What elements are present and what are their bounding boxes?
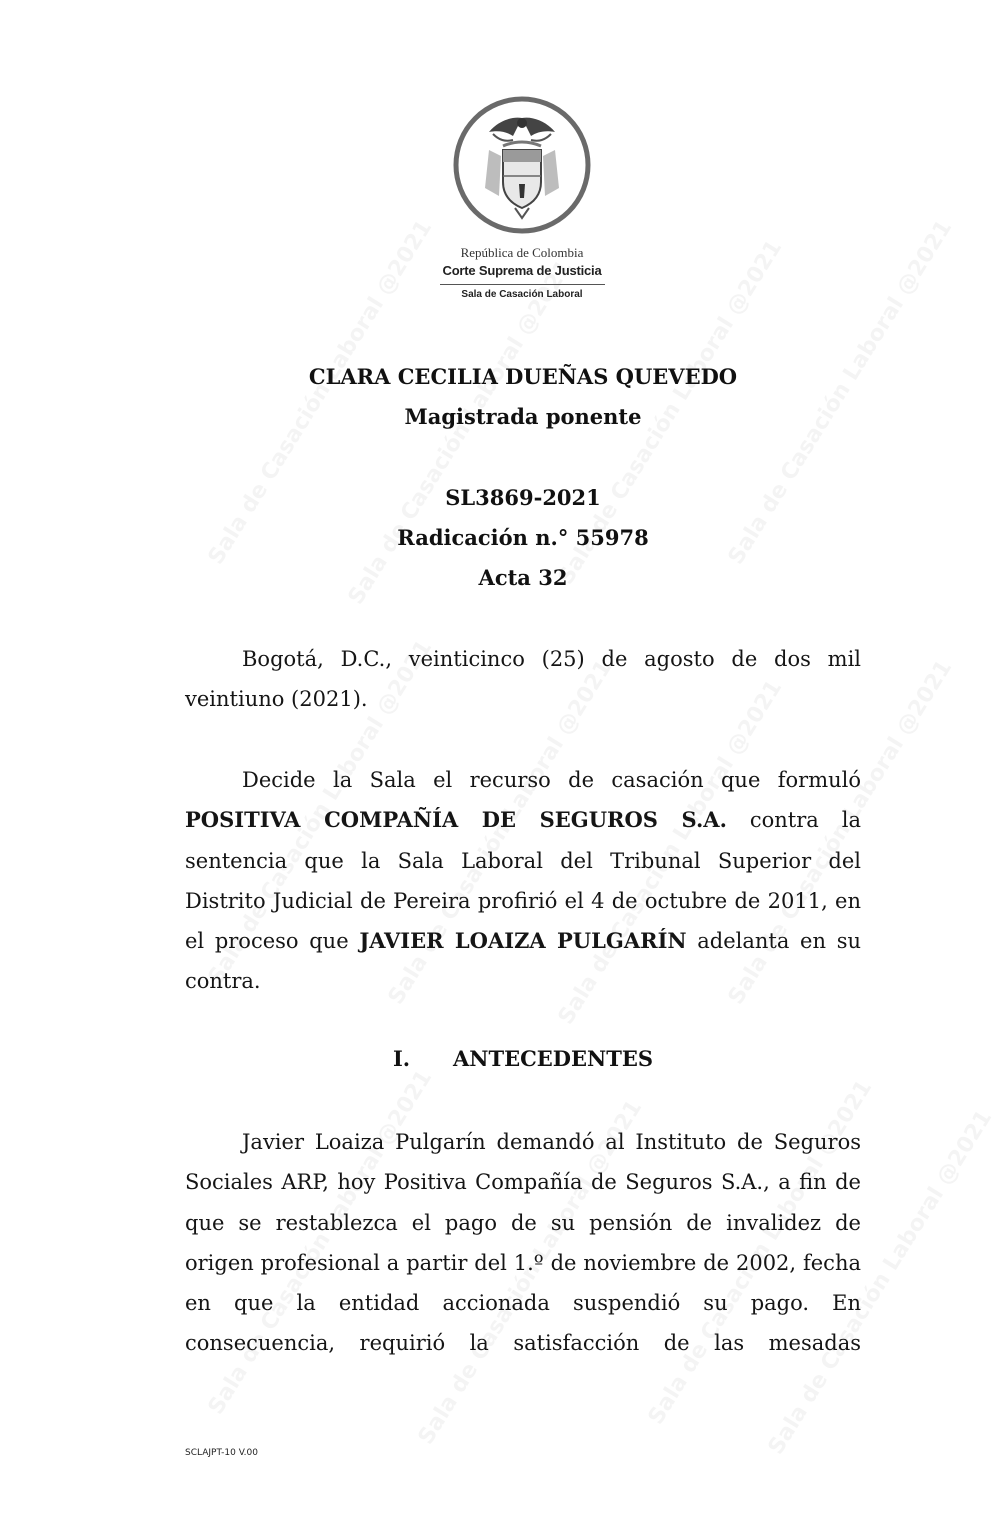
acta-number: Acta 32 <box>478 565 568 590</box>
seal-divider <box>440 284 605 285</box>
seal-country: República de Colombia <box>460 245 584 260</box>
watermark-text <box>724 216 958 569</box>
watermark-text <box>204 216 438 569</box>
decision-text-part3: adelanta en su contra. <box>185 929 861 994</box>
decision-paragraph <box>185 760 861 1002</box>
seal-court: Corte Suprema de Justicia <box>442 263 602 278</box>
background-paragraph: Javier Loaiza Pulgarín demandó al Instituto de Seguros Sociales ARP, hoy Positiva Compañía de Seguros S.A., a fin de que se restablezca el pago de su pensión de invalidez de origen profesional a partir del 1.º de noviembre de 2002, fecha en que la entidad accionada suspendió su pago. En consecuencia, requirió la satisfacción de las mesadas <box>185 1130 861 1356</box>
appellant-name: POSITIVA COMPAÑÍA DE SEGUROS S.A. <box>185 807 727 833</box>
footer-code: SCLAJPT-10 V.00 <box>185 1448 258 1458</box>
section-title: ANTECEDENTES <box>452 1046 654 1071</box>
section-heading <box>185 1046 861 1071</box>
watermark-text <box>344 256 578 609</box>
seal-chamber: Sala de Casación Laboral <box>461 289 583 300</box>
magistrate-name: CLARA CECILIA DUEÑAS QUEVEDO <box>308 364 738 389</box>
date-paragraph: Bogotá, D.C., veinticinco (25) de agosto de dos mil veintiuno (2021). <box>185 647 861 712</box>
case-code: SL3869-2021 <box>445 485 601 510</box>
section-number: I. <box>392 1046 411 1071</box>
coat-of-arms-seal-icon <box>453 96 591 234</box>
decision-text-part1: Decide la Sala el recurso de casación que formuló <box>242 768 861 792</box>
magistrate-role: Magistrada ponente <box>404 404 642 429</box>
decision-text-part2: contra la sentencia que la Sala Laboral del Tribunal Superior del Distrito Judicial de Pereira profirió el 4 de octubre de 2011, en el proceso que <box>185 808 862 954</box>
plaintiff-name: JAVIER LOAIZA PULGARÍN <box>359 928 687 954</box>
radicacion-number: Radicación n.° 55978 <box>397 525 649 550</box>
seal-caption <box>420 245 624 300</box>
